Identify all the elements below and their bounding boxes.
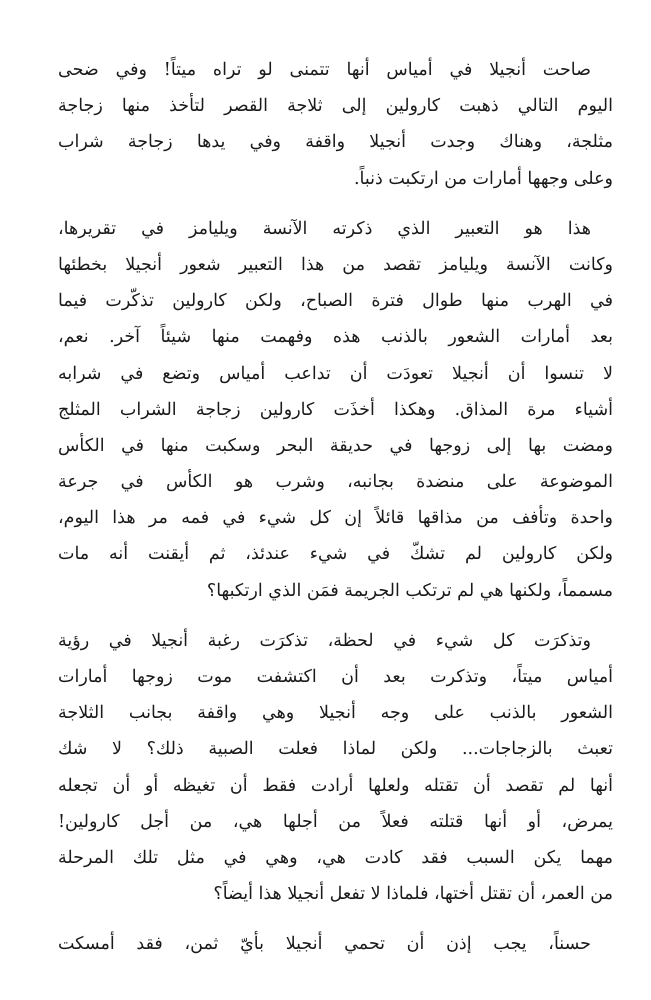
text-line: في الهرب منها طوال فترة الصباح، ولكن كارولين تذكّرت فيما <box>58 291 613 312</box>
text-line: يمرض، أو أنها قتلته فعلاً من أجلها هي، من أجل كارولين! <box>58 811 613 832</box>
text-line: وكانت الآنسة ويليامز تقصد من هذا التعبير شعور أنجيلا بخطئها <box>58 254 613 275</box>
text-line: هذا هو التعبير الذي ذكرته الآنسة ويليامز في تقريرها، <box>58 218 591 239</box>
paragraph-4 <box>58 926 613 962</box>
text-line: مسمماً، ولكنها هي لم ترتكب الجريمة فمَن الذي ارتكبها؟ <box>206 580 613 601</box>
text-line: وعلى وجهها أمارات من ارتكبت ذنباً. <box>353 168 613 189</box>
text-line: لا تنسوا أن أنجيلا تعودَت أن تداعب أمياس وتضع في شرابه <box>58 363 613 384</box>
paragraph-2 <box>58 211 613 609</box>
text-line: أشياء مرة المذاق. وهكذا أخذَت كارولين زجاجة الشراب المثلج <box>58 399 613 420</box>
text-line: الموضوعة على منضدة بجانبه، وشرب هو الكأس في جرعة <box>58 472 613 493</box>
text-line: وتذكرَت كل شيء في لحظة، تذكرَت رغبة أنجيلا في رؤية <box>58 630 591 651</box>
text-line: اليوم التالي ذهبت كارولين إلى ثلاجة القصر لتأخذ منها زجاجة <box>58 96 613 117</box>
text-line: حسناً، يجب إذن أن تحمي أنجيلا بأيّ ثمن، فقد أمسكت <box>58 934 591 955</box>
text-line: أمياس ميتاً، وتذكرت بعد أن اكتشفت موت زوجها أمارات <box>58 667 613 687</box>
text-line: صاحت أنجيلا في أمياس أنها تتمنى لو تراه ميتاً! وفي ضحى <box>58 60 591 80</box>
text-line: مهما يكن السبب فقد كادت هي، وهي في مثل تلك المرحلة <box>58 847 613 868</box>
text-line: مثلجة، وهناك وجدت أنجيلا واقفة وفي يدها زجاجة شراب <box>58 132 613 153</box>
book-page <box>58 52 613 963</box>
text-line: الشعور بالذنب على وجه أنجيلا وهي واقفة بجانب الثلاجة <box>58 703 613 724</box>
text-line: بعد أمارات الشعور بالذنب هذه وفهمت منها شيئاً آخر. نعم، <box>58 327 613 348</box>
text-line: ولكن كارولين لم تشكّ في شيء عندئذ، ثم أيقنت أنه مات <box>58 544 613 565</box>
text-line: أنها لم تقصد أن تقتله ولعلها أرادت فقط أن تغيظه أو أن تجعله <box>58 775 613 796</box>
text-line: من العمر، أن تقتل أختها، فلماذا لا تفعل أنجيلا هذا أيضاً؟ <box>213 884 613 905</box>
paragraph-3 <box>58 623 613 913</box>
text-line: تعبث بالزجاجات... ولكن لماذا فعلت الصبية ذلك؟ لا شك <box>58 739 613 760</box>
text-line: واحدة وتأفف من مذاقها قائلاً إن كل شيء في فمه مر هذا اليوم، <box>58 508 613 529</box>
paragraph-1 <box>58 52 613 197</box>
text-line: ومضت بها إلى زوجها في حديقة البحر وسكبت منها في الكأس <box>58 435 613 456</box>
